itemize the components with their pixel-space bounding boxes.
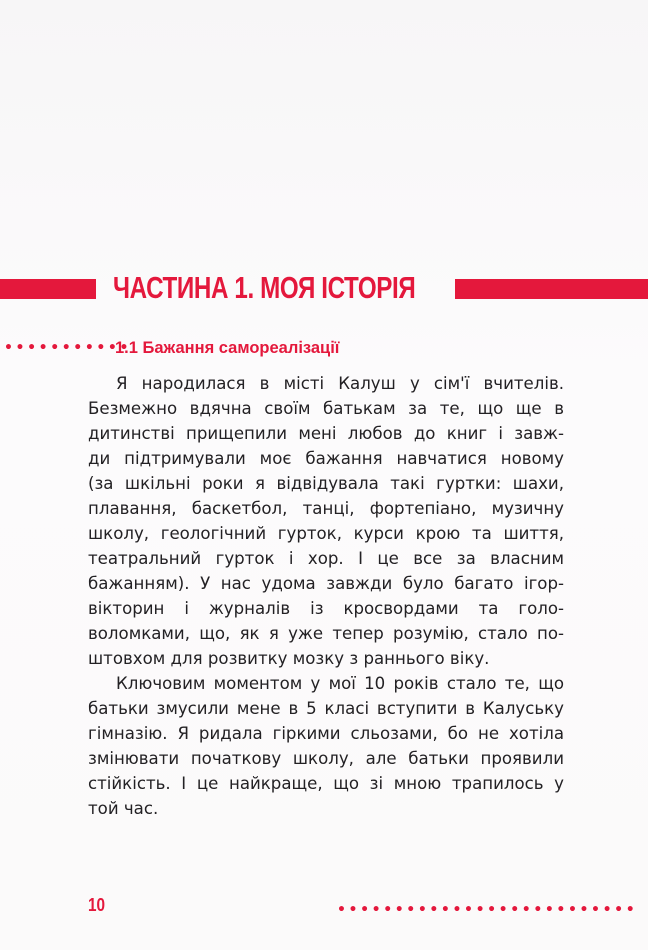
section-header	[0, 336, 648, 360]
body-text	[88, 371, 564, 821]
text-line: Я народилася в місті Калуш у сім'ї вчителів.	[116, 374, 564, 393]
chapter-title: ЧАСТИНА 1. МОЯ ІСТОРІЯ	[113, 270, 416, 305]
chapter-bar-left	[0, 279, 96, 299]
section-title: 1.1 Бажання самореалізації	[115, 339, 340, 357]
text-line: гімназію. Я ридала гіркими сльозами, бо не хотіла	[88, 724, 564, 743]
text-line: батьки змусили мене в 5 класі вступити в Калуську	[88, 699, 564, 718]
section-dotted-rule: •••••••••••	[4, 340, 132, 356]
text-line: школу, геологічний гурток, курси крою та шиття,	[88, 524, 564, 543]
chapter-header	[0, 269, 648, 307]
text-line: стійкість. І це найкраще, що зі мною трапилось у	[88, 774, 564, 793]
paragraph-2	[88, 671, 564, 821]
text-line: (за шкільні роки я відвідувала такі гуртки: шахи,	[88, 474, 564, 493]
text-line: той час.	[88, 799, 159, 818]
text-line: плавання, баскетбол, танці, фортепіано, музичну	[88, 499, 564, 518]
text-line: вікторин і журналів із кросвордами та голо-	[88, 599, 564, 618]
text-line: воломками, що, як я уже тепер розумію, стало по-	[88, 624, 564, 643]
text-line: театральний гурток і хор. І це все за власним	[88, 549, 564, 568]
text-line: змінювати початкову школу, але батьки проявили	[88, 749, 564, 768]
text-line: штовхом для розвитку мозку з раннього віку.	[88, 649, 490, 668]
text-line: бажанням). У нас удома завжди було багато ігор-	[88, 574, 564, 593]
text-line: Ключовим моментом у мої 10 років стало те, що	[116, 674, 564, 693]
footer-dotted-rule: ••••••••••••••••••••••••••	[337, 902, 638, 918]
paragraph-1	[88, 371, 564, 671]
text-line: ди підтримували моє бажання навчатися новому	[88, 449, 564, 468]
text-line: Безмежно вдячна своїм батькам за те, що ще в	[88, 399, 564, 418]
chapter-bar-right	[455, 279, 648, 299]
text-line: дитинстві прищепили мені любов до книг і завж-	[88, 424, 564, 443]
page-number: 10	[88, 895, 106, 915]
